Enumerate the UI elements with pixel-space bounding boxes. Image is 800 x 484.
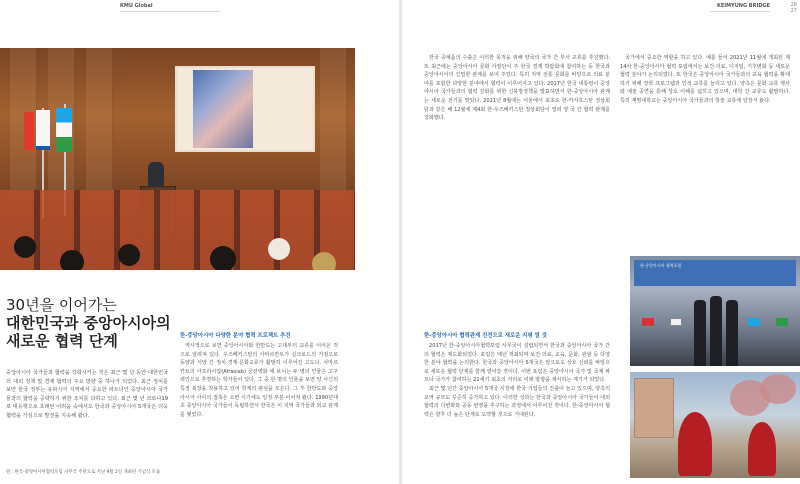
title-line-3: 새로운 협력 단계	[6, 332, 118, 350]
right-col-2-text: 국가에서 중요한 역할을 하고 있다. 예를 들어 2021년 11월에 개최된 제14차 한-중앙아시아 협력 포럼에서는 보건·의료, 디지털, 기후변화 등 새로운 협력 분야가 논의되었다. 또 한국은 중앙아시아 국가들과의 교육 협력을 확대하기 위해 장학 프로그램과 인적 교류를 늘리고 있다. 양측은 문화 교류 행사와 예술 공연을 통해 상호 이해를 넓히고 있으며, 대학 간 교류도 활발하다. 특히 계명대학교는 중앙아시아 국가들과의 학술 교류에 앞장서 왔다.	[620, 55, 790, 104]
section-label-right: KEIMYUNG BRIDGE	[716, 3, 770, 9]
speaker-figure	[148, 162, 164, 186]
body-column-right-1b	[424, 332, 610, 419]
body-column-left	[180, 332, 338, 419]
flag-icon	[670, 318, 682, 326]
flag-uzbekistan	[56, 108, 72, 152]
wall-panel	[86, 48, 114, 198]
audience-head	[268, 238, 290, 260]
person-figure	[710, 296, 722, 366]
banner-text: 한-중앙아시아 협력포럼	[640, 263, 682, 268]
forum-photo	[630, 256, 800, 366]
section-heading-2: 한-중앙아시아 협력관계 진전으로 새로운 지평 열 것	[424, 333, 547, 339]
article-title	[6, 296, 171, 350]
page-number-left: 26	[790, 2, 797, 8]
article-intro: 중앙아시아 국가들과 협력을 강화시키는 것은 최근 몇 년 동안 대한민국의 대외 정책 및 경제 협력의 주요 방향 중 하나가 되었다. 최근 정치를 보면 한국 정부는 유라시아 지역에서 중요한 파트너인 중앙아시아 국가들과의 협력을 공략하기 위한 조치를 다하고 있다. 최근 몇 년 코로나19로 대유행으로 초래된 어려움 속에서도 한국과 중앙아시아 5개국은 더욱 협력을 가심으로 발전을 지속해 왔다.	[6, 370, 168, 419]
audience-head	[60, 250, 84, 270]
wall-panel	[320, 48, 348, 198]
flag-icon	[642, 318, 654, 326]
person-figure	[694, 300, 706, 366]
body-column-right-1	[424, 54, 610, 123]
flag-korea	[36, 110, 50, 150]
dancer-figure	[678, 412, 712, 476]
festival-photo	[630, 372, 800, 478]
audience-head	[14, 236, 36, 258]
person-figure	[726, 300, 738, 366]
blossom-tree	[760, 374, 796, 404]
section-label-left: KMU Global	[120, 3, 153, 9]
flag-other	[24, 112, 34, 150]
section-body-2: 2017년 한-중앙아시아협력포럼 사무국이 설립되면서 한국과 중앙아시아 국가 간의 협력은 제도화되었다. 포럼은 매년 개최되며 보건·의료, 교육, 문화, 관광 등 다양한 분야 협력을 논의한다. 한국과 중앙아시아 5개국은 앞으로도 상호 신뢰를 바탕으로 새로운 협력 단계를 함께 열어갈 것이다. 이번 포럼은 중앙아시아 국가 및 국제 파트너 국가가 참여하는 21세기 최초의 자리로 미래 방향을 제시하는 계기가 되었다.	[424, 343, 610, 384]
screen-artwork	[193, 70, 253, 148]
page-number-right: 27	[790, 8, 797, 14]
header-rule-left	[120, 11, 220, 12]
audience-head	[118, 244, 140, 266]
right-col-1-text: 한국 공예품의 수출은 이러한 목적을 위해 양국의 국가 간 부서 교류를 추진했다. 또 최근에는 중앙아시아 문화 사절단이 주 한국 경제 박람회에 참여하는 등 한국과 중앙아시아의 긴밀한 관계를 보여 주었다. 특히 지역 전통 문화를 바탕으로 의료 분야를 포함한 다양한 분야에서 협력이 이루어지고 있다. 2017년 한국 대통령이 중앙아시아 국가들과의 협력 강화를 위한 신북방정책을 발표하면서 한-중앙아시아 관계는 새로운 전기를 맞았다. 2021년 8월에는 서울에서 최초로 한-카자흐스탄 정상회담과 같은 해 12월에 제4회 한-우즈베키스탄 정상회담이 열려 양 국 간 협력 관계를 강화했다.	[424, 55, 610, 122]
flag-icon	[776, 318, 788, 326]
page-numbers	[791, 2, 797, 14]
photo-caption: 왼 : 한국-중앙아시아협력포럼 사무국 주관으로 지난 9월 2일 개최된 기념식 모습	[6, 470, 161, 475]
title-line-2: 대한민국과 중앙아시아의	[6, 314, 171, 332]
flag-icon	[748, 318, 760, 326]
hero-photo	[0, 48, 355, 270]
title-line-1: 30년을 이어가는	[6, 296, 117, 314]
body-column-right-2	[620, 54, 790, 106]
audience-head	[210, 246, 236, 270]
dancer-figure	[748, 422, 776, 476]
section-heading-1: 한-중앙아시아 다양한 분야 협력 프로젝트 추진	[180, 333, 291, 339]
audience-head	[312, 252, 336, 270]
header-rule-right	[710, 11, 770, 12]
right-col-1b-text: 최근 몇 년간 중앙아시아 5개국 시장에 한국 기업들의 진출이 늘고 있으며, 양측의 교역 규모도 꾸준히 증가하고 있다. 이러한 성과는 한국과 중앙아시아 국가들이 대외 협력의 다변화와 공동 번영을 추구하는 과정에서 이루어진 것이다. 한-중앙아시아 협력은 향후 더 높은 단계로 도약할 것으로 기대된다.	[424, 385, 610, 418]
section-body-1: 역사적으로 보면 중앙아시아와 한반도는 고대부터 교류를 이어온 것으로 알려져 있다. 우즈베키스탄의 사마르칸트가 실크로드의 거점으로 동양과 서양 간 정치·경제·문화교류가 활발히 이루어진 고도다. 사마르칸트의 아프라시압(Afrasiab) 궁전벽화 에 보이는 두 명의 인물은 고구려인으로 추정하는 학자들이 있다. 그 중 한 명의 인물을 보면 양 사신의 특정 복장을 착용하고 있어 학계의 관심을 모은다. 그 후 한반도와 중앙아시아 사이의 접촉은 소련 시기에도 일정 부분 이어져 왔다. 1990년대 초 중앙아시아 국가들이 독립하면서 한국은 이 지역 국가들과 외교 관계를 맺었다.	[180, 343, 338, 418]
page-spine	[398, 0, 403, 484]
audience-chairs	[0, 190, 355, 270]
building	[634, 378, 674, 438]
